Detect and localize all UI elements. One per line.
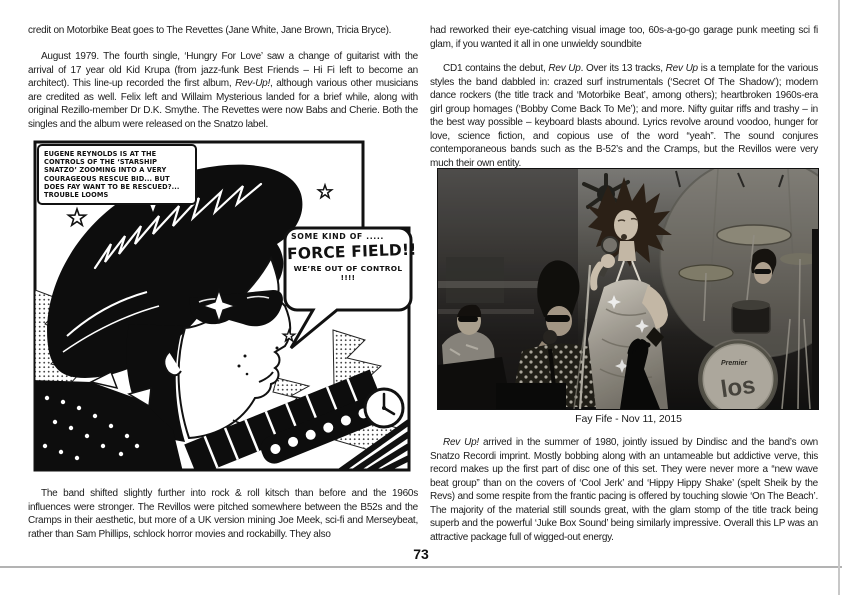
band-photo: [437, 168, 819, 410]
paragraph-left-2: August 1979. The fourth single, ‘Hungry For Love’ saw a change of guitarist with the arrival of 17 year old Kid Krupa (from jazz-funk Best Friends – Hi Fi left to become an architect). This line-up recorded the first album, Rev-Up!, although various other musicians are credited as well. Felix left and Willaim Mysterious landed for a brief while, along with original Rezillo-member Dr D.K. Smythe. The Revettes were now Babs and Cherie. Both the singles and the album were released on the Snatzo label.: [28, 51, 419, 130]
photo-caption: Fay Fife - Nov 11, 2015: [575, 413, 682, 425]
page-edge-rule: [838, 0, 840, 595]
paragraph-right-1: had reworked their eye-catching visual image too, 60s-a-go-go garage punk meeting sci fi glam, if you wanted it all in one unwieldy soundbite: [430, 25, 818, 50]
speech-bubble: [286, 232, 417, 282]
speech-bubble-line-3: WE’RE OUT OF CONTROL !!!!: [293, 264, 403, 282]
drum-brand-text: Premier: [721, 360, 748, 367]
speech-bubble-line-2: FORCE FIELD!!: [286, 240, 417, 264]
band-photo-art: [438, 169, 818, 409]
paragraph-left-3: The band shifted slightly further into rock & roll kitsch than before and the 1960s influences were stronger. The Revillos were pitched somewhere between the B52s and the Cramps in their aesthetic, but more of a UK version mining Joe Meek, sci-fi and Merseybeat, rather than Sam Phillips, schlock horror movies and rockabilly. They also: [28, 488, 418, 540]
footer-rule: [0, 566, 842, 568]
paragraph-right-2: CD1 contains the debut, Rev Up. Over its 13 tracks, Rev Up is a template for the various styles the band dabbled in: crazed surf instrumentals (‘Secret Of The Shadow’); modern dance rockers (the title track and ‘Motorbike Beat’, among others); heartbroken 1960s-era girl group homages (‘Bobby Come Back To Me’); and more. Nifty guitar riffs and trashy – in the best way possible – keyboard blasts abound. Lyrics revolve around voodoo, hunger for love, science fiction, and copious use of the word “yeah”. The sound conjures contemporaneous bands such as the B-52’s and the Cramps, but the Revillos were very much their own entity.: [430, 63, 818, 169]
paragraph-right-3: Rev Up! arrived in the summer of 1980, jointly issued by Dindisc and the band’s own Snatzo Recordi imprint. Mostly bobbing along with an untameable but addictive verve, this record makes up the first part of disc one of this set. They were never more a “new wave beat group” than on the covers of ‘Cool Jerk’ and ‘Hippy Hippy Shake’ (spelt Sheik by the Revs) and some respite from the frantic pacing is offered by touching slowie ‘On The Beach’. The majority of the material still sounds great, with the glam stomp of the title track being superb and the powerful ‘Juke Box Sound’ being similarly impressive. Overall this LP was an attractive package full of wigged-out energy.: [430, 437, 818, 543]
page-number: 73: [413, 546, 429, 562]
drum-logo-text: los: [719, 371, 758, 404]
speech-bubble-line-1: SOME KIND OF .....: [291, 232, 384, 241]
comic-illustration: [33, 140, 417, 472]
comic-caption-box: EUGENE REYNOLDS IS AT THE CONTROLS OF THE ‘STARSHIP SNATZO’ ZOOMING INTO A VERY COURAGEOUS RESCUE BID... BUT DOES FAY WANT TO BE RESCUED?... TROUBLE LOOMS: [37, 144, 197, 205]
paragraph-left-1: credit on Motorbike Beat goes to The Revettes (Jane White, Jane Brown, Tricia Bryce).: [28, 25, 392, 36]
